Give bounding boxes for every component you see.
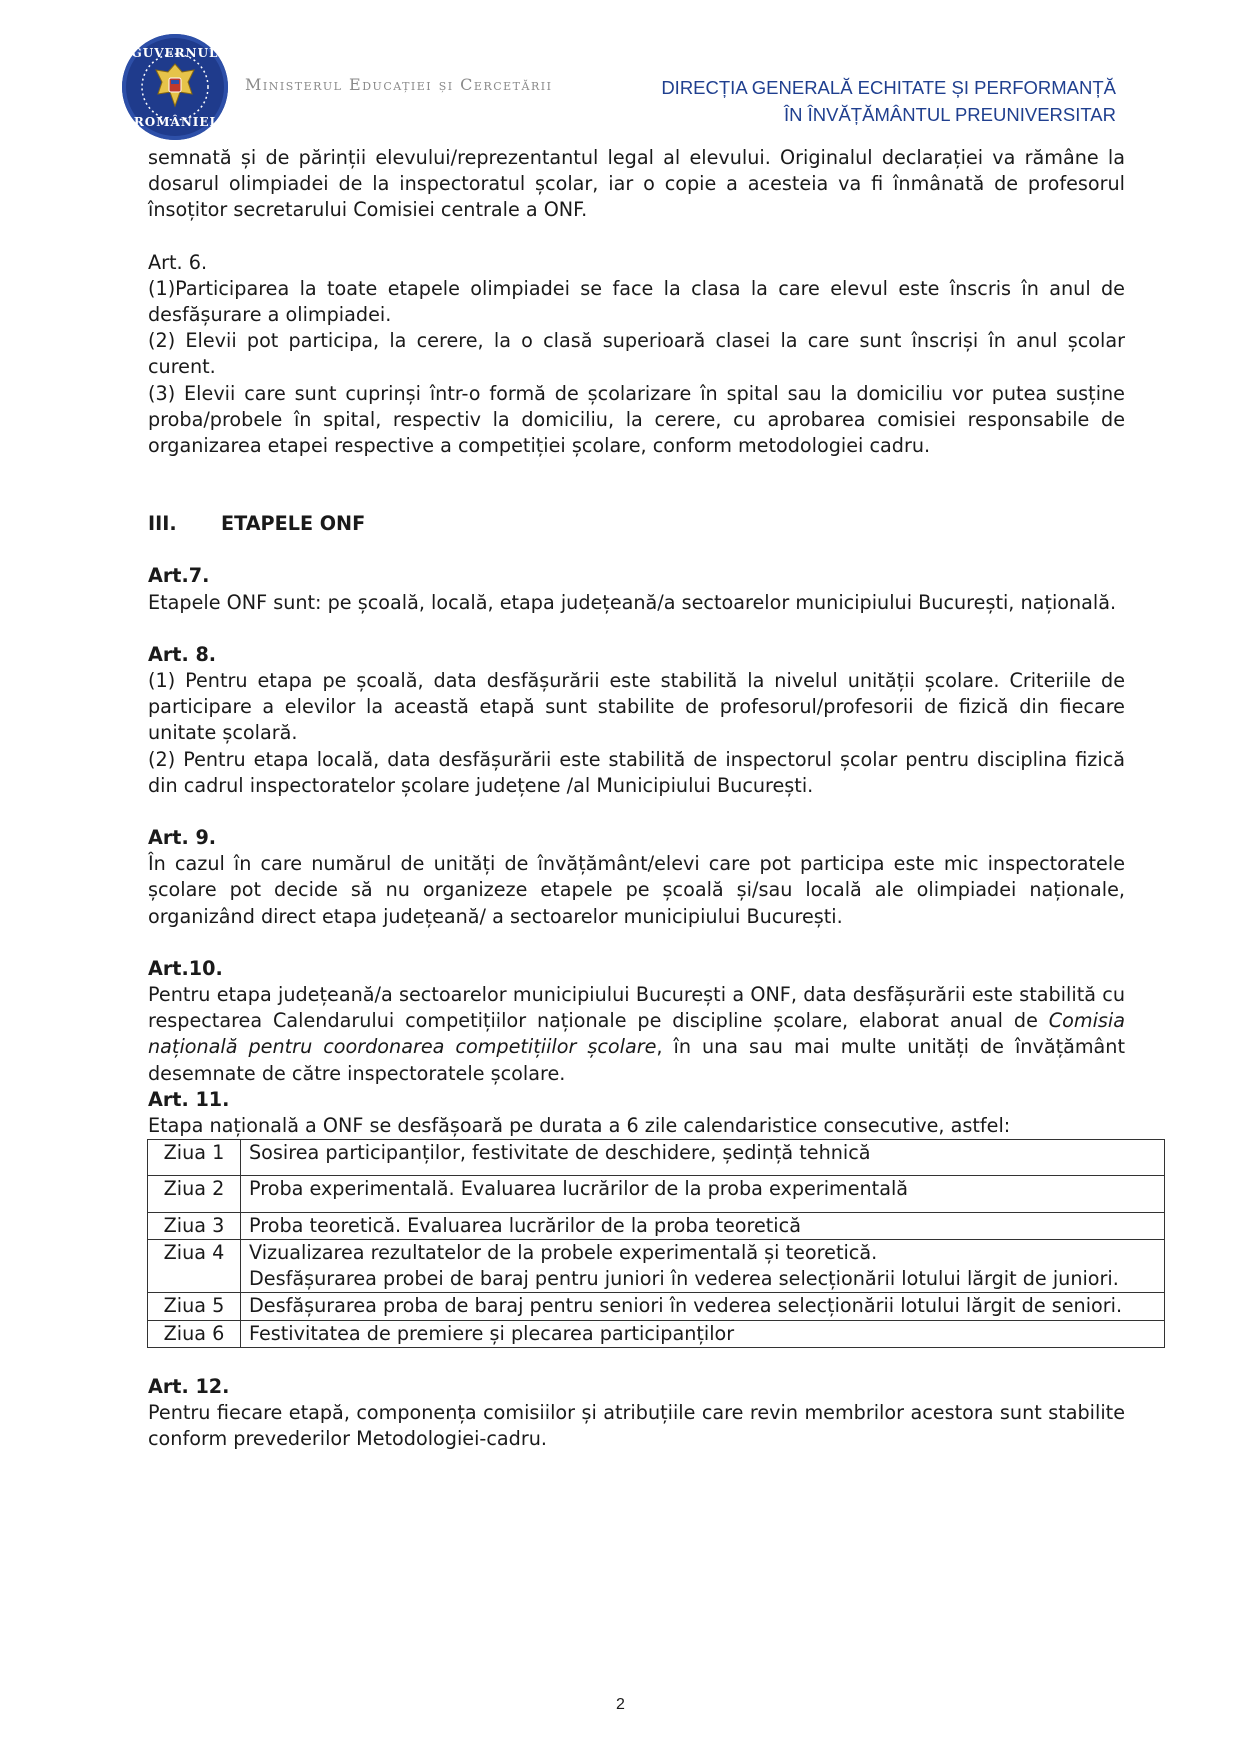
art6-paragraph-1: (1)Participarea la toate etapele olimpiadei se face la clasa la care elevul este înscris în anul de desfășurare a olimpiadei. (148, 276, 1125, 327)
art9-title: Art. 9. (148, 826, 217, 850)
art9-text: În cazul în care numărul de unități de învățământ/elevi care pot participa este mic inspectoratele școlare pot decide să nu organizeze etapele pe școală și/sau locală ale olimpiadei naționale, organizând direct etapa județeană/ a sectoarelor municipiului București. (148, 852, 1125, 928)
schedule-row (148, 1140, 1165, 1175)
section-title: ETAPELE ONF (221, 512, 366, 536)
schedule-description (241, 1293, 1165, 1320)
art10-commission-name: Comisia națională pentru coordonarea competițiilor școlare (148, 1009, 1125, 1059)
art6-paragraph-3: (3) Elevii care sunt cuprinși într-o formă de școlarizare în spital sau la domiciliu vor putea susține proba/probele în spital, respectiv la domiciliu, la cerere, cu aprobarea comisiei responsabile de organizarea etapei respective a competiției școlare, conform metodologiei cadru. (148, 381, 1125, 458)
government-seal-icon (122, 34, 228, 140)
schedule-row (148, 1212, 1165, 1239)
schedule-day: Ziua 2 (148, 1175, 241, 1212)
schedule-row (148, 1239, 1165, 1292)
schedule-description-line: Desfășurarea proba de baraj pentru seniori în vederea selecționării lotului lărgit de seniori. (249, 1294, 1123, 1318)
schedule-description (241, 1212, 1165, 1239)
schedule-description-line: Desfășurarea probei de baraj pentru juniori în vederea selecționării lotului lărgit de juniori. (249, 1267, 1119, 1291)
art12-title: Art. 12. (148, 1374, 230, 1398)
seal-top-text: GUVERNUL (131, 46, 219, 60)
art12-text: Pentru fiecare etapă, componența comisiilor și atribuțiile care revin membrilor acestora sunt stabilite conform prevederilor Metodologiei-cadru. (148, 1400, 1125, 1451)
schedule-description (241, 1320, 1165, 1347)
schedule-description-line: Proba teoretică. Evaluarea lucrărilor de la proba teoretică (249, 1213, 801, 1237)
ministry-name: Ministerul Educației și Cercetării (245, 75, 553, 94)
schedule-description (241, 1239, 1165, 1292)
schedule-description (241, 1140, 1165, 1175)
page-number: 2 (616, 1696, 625, 1713)
schedule-description (241, 1175, 1165, 1212)
page-header (0, 0, 1241, 150)
schedule-day: Ziua 3 (148, 1212, 241, 1239)
art8-paragraph-2: (2) Pentru etapa locală, data desfășurării este stabilită de inspectorul școlar pentru disciplina fizică din cadrul inspectoratelor școlare județene /al Municipiului București. (148, 747, 1125, 797)
direction-line-2: ÎN ÎNVĂȚĂMÂNTUL PREUNIVERSITAR (783, 104, 1116, 125)
schedule-description-line: Sosirea participanților, festivitate de deschidere, ședință tehnică (249, 1141, 871, 1165)
art7-title: Art.7. (148, 564, 210, 588)
schedule-day: Ziua 6 (148, 1320, 241, 1347)
section-heading (148, 511, 1125, 537)
art10-text (148, 982, 1125, 1087)
intro-paragraph: semnată și de părinții elevului/reprezentantul legal al elevului. Originalul declarației va rămâne la dosarul olimpiadei de la inspectoratul școlar, iar o copie a acesteia va fi înmânată de profesorul însoțitor secretarului Comisiei centrale a ONF. (148, 146, 1125, 222)
schedule-table (147, 1139, 1165, 1347)
art6-paragraph-2: (2) Elevii pot participa, la cerere, la o clasă superioară clasei la care sunt înscriși în anul școlar curent. (148, 329, 1125, 379)
art8-paragraph-1: (1) Pentru etapa pe școală, data desfășurării este stabilită la nivelul unității școlare. Criteriile de participare a elevilor la această etapă sunt stabilite de profesorul/profesorii de fizică din fiecare unitate școlară. (148, 669, 1125, 745)
schedule-row (148, 1175, 1165, 1212)
schedule-day: Ziua 1 (148, 1140, 241, 1175)
section-number: III. (148, 512, 177, 536)
schedule-description-line: Proba experimentală. Evaluarea lucrărilor de la proba experimentală (249, 1176, 909, 1200)
schedule-row (148, 1320, 1165, 1347)
schedule-day: Ziua 4 (148, 1239, 241, 1292)
document-body (148, 145, 1125, 1452)
art7-text: Etapele ONF sunt: pe școală, locală, etapa județeană/a sectoarelor municipiului București, națională. (148, 590, 1117, 614)
schedule-day: Ziua 5 (148, 1293, 241, 1320)
art6-title: Art. 6. (148, 250, 208, 274)
art11-text: Etapa națională a ONF se desfășoară pe durata a 6 zile calendaristice consecutive, astfel: (148, 1114, 1011, 1138)
direction-line-1: DIRECȚIA GENERALĂ ECHITATE ȘI PERFORMANȚĂ (661, 77, 1116, 98)
art10-title: Art.10. (148, 956, 223, 980)
direction-title (661, 74, 1116, 128)
schedule-description-line: Festivitatea de premiere și plecarea participanților (249, 1321, 735, 1345)
seal-bottom-text: ROMÂNIEI (133, 115, 217, 129)
art10-text-start: Pentru etapa județeană/a sectoarelor municipiului București a ONF, data desfășurării este stabilită cu respectarea Calendarului competițiilor naționale pe discipline școlare, elaborat anual de (148, 983, 1125, 1033)
schedule-description-line: Vizualizarea rezultatelor de la probele experimentală și teoretică. (249, 1240, 878, 1264)
art8-title: Art. 8. (148, 642, 217, 666)
art10-text-end: , în una sau mai multe unități de învățământ desemnate de către inspectoratele școlare. (148, 1035, 1125, 1085)
art11-title: Art. 11. (148, 1087, 230, 1111)
schedule-row (148, 1293, 1165, 1320)
